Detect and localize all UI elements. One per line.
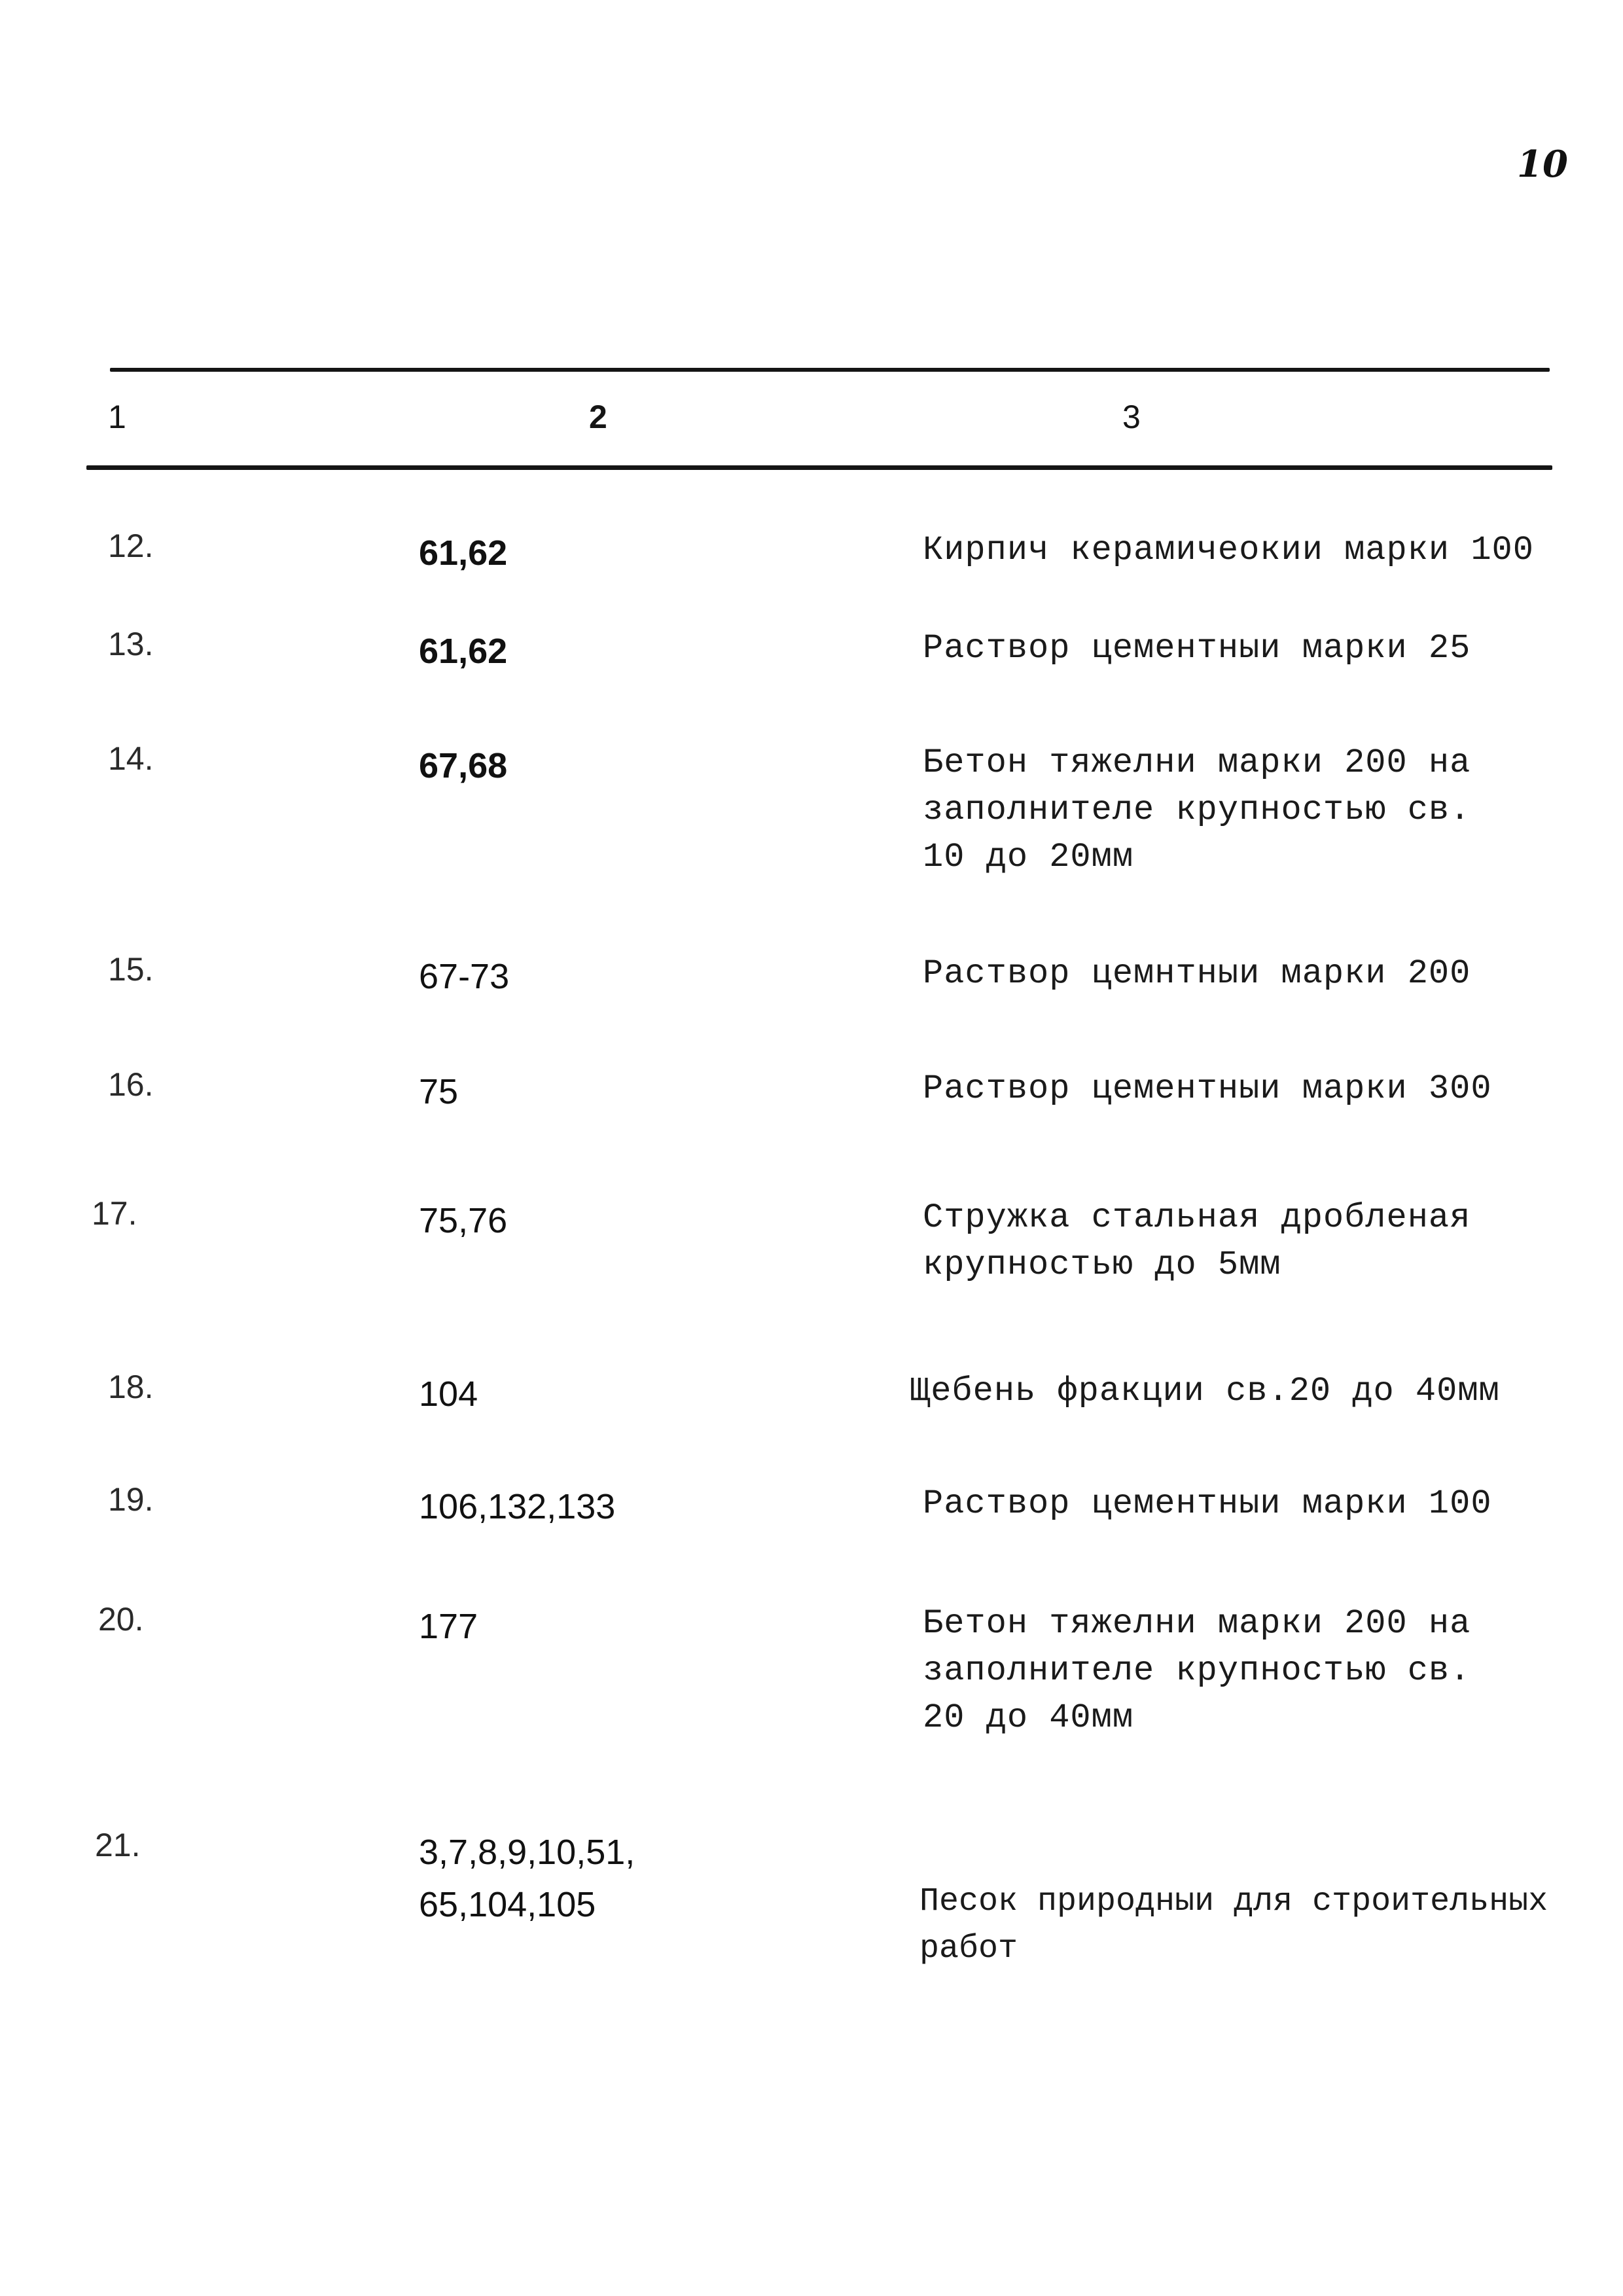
row-references: 67-73 (419, 957, 510, 996)
row-number: 20. (98, 1601, 144, 1638)
row-description: Кирпич керамичеокии марки 100 (923, 531, 1534, 569)
row-references: 67,68 (419, 746, 508, 785)
table-top-rule (110, 368, 1550, 372)
row-description: Раствор цементныи марки 300 (923, 1069, 1492, 1108)
row-number: 16. (108, 1066, 154, 1103)
page-number: 10 (1517, 143, 1568, 186)
row-references: 177 (419, 1607, 478, 1646)
row-references: 106,132,133 (419, 1487, 616, 1526)
column-header-3: 3 (1122, 399, 1141, 435)
row-description: Щебень фракции св.20 до 40мм (910, 1372, 1500, 1410)
row-description: Раствор цемнтныи марки 200 (923, 954, 1471, 993)
row-description: Бетон тяжелни марки 200 на заполнителе крупностью св. 10 до 20мм (923, 744, 1471, 876)
row-number: 18. (108, 1369, 154, 1405)
row-number: 19. (108, 1481, 154, 1518)
row-description: Раствор цементныи марки 25 (923, 629, 1471, 668)
row-description: Раствор цементныи марки 100 (923, 1484, 1492, 1523)
row-references: 75,76 (419, 1201, 508, 1240)
row-description: Песок природныи для строительных работ (919, 1883, 1548, 1967)
row-references: 104 (419, 1374, 478, 1414)
row-references: 3,7,8,9,10,51, 65,104,105 (419, 1833, 635, 1924)
row-description: Стружка стальная дробленая крупностью до 5мм (923, 1198, 1471, 1284)
table-header-rule (86, 465, 1552, 470)
row-references: 61,62 (419, 533, 508, 573)
row-description: Бетон тяжелни марки 200 на заполнителе крупностью св. 20 до 40мм (923, 1604, 1471, 1737)
row-references: 75 (419, 1072, 459, 1111)
row-number: 13. (108, 626, 154, 662)
row-number: 12. (108, 528, 154, 564)
row-number: 21. (95, 1827, 141, 1863)
column-header-2: 2 (589, 399, 607, 435)
row-number: 17. (92, 1195, 137, 1232)
row-number: 15. (108, 951, 154, 988)
row-number: 14. (108, 740, 154, 777)
column-header-1: 1 (108, 399, 126, 435)
row-references: 61,62 (419, 632, 508, 671)
